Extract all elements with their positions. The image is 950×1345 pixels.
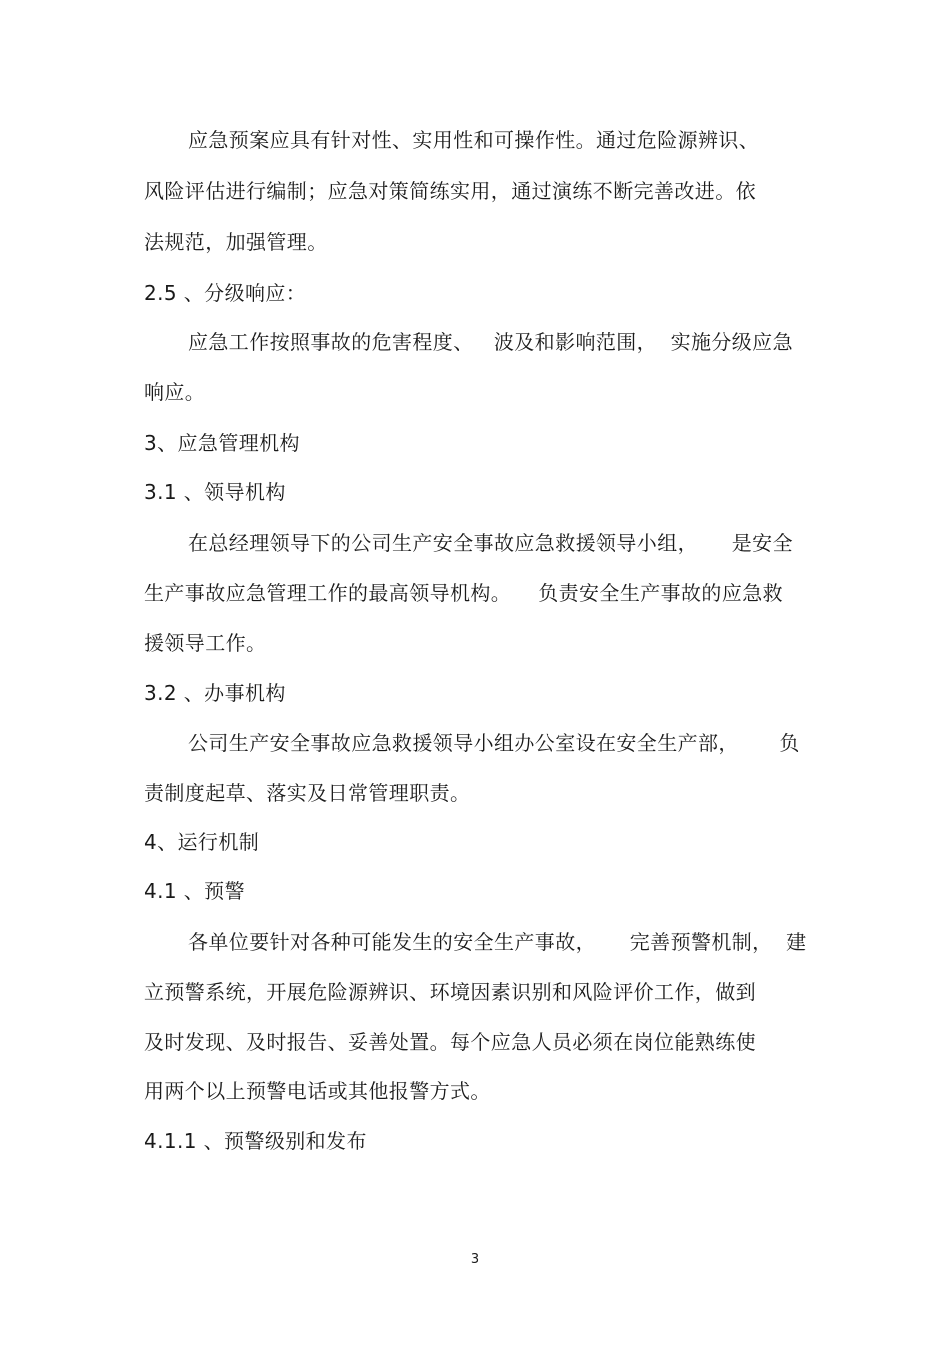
paragraph-line: 应急工作按照事故的危害程度、 波及和影响范围， 实施分级应急 (188, 330, 793, 354)
paragraph-line: 各单位要针对各种可能发生的安全生产事故， 完善预警机制， 建 (188, 930, 807, 954)
paragraph-line: 立预警系统，开展危险源辨识、环境因素识别和风险评价工作，做到 (144, 980, 756, 1004)
paragraph-line: 在总经理领导下的公司生产安全事故应急救援领导小组， 是安全 (188, 531, 793, 555)
paragraph-line: 生产事故应急管理工作的最高领导机构。 负责安全生产事故的应急救 (144, 581, 784, 605)
paragraph-line: 责制度起草、落实及日常管理职责。 (144, 781, 471, 805)
paragraph-line: 应急预案应具有针对性、实用性和可操作性。通过危险源辨识、 (188, 128, 760, 152)
section-heading: 2.5 、分级响应： (144, 281, 307, 305)
section-heading: 4.1.1 、预警级别和发布 (144, 1129, 367, 1153)
paragraph-line: 风险评估进行编制；应急对策简练实用，通过演练不断完善改进。依 (144, 179, 756, 203)
section-heading: 3.2 、办事机构 (144, 681, 286, 705)
paragraph-line: 法规范，加强管理。 (144, 230, 328, 254)
paragraph-line: 公司生产安全事故应急救援领导小组办公室设在安全生产部， 负 (188, 731, 800, 755)
section-heading: 4.1 、预警 (144, 879, 245, 903)
section-heading: 3、应急管理机构 (144, 431, 300, 455)
paragraph-line: 援领导工作。 (144, 631, 267, 655)
paragraph-line: 用两个以上预警电话或其他报警方式。 (144, 1079, 491, 1103)
paragraph-line: 响应。 (144, 380, 206, 404)
section-heading: 4、运行机制 (144, 830, 260, 854)
page-number: 3 (470, 1252, 480, 1267)
paragraph-line: 及时发现、及时报告、妥善处置。每个应急人员必须在岗位能熟练使 (144, 1030, 756, 1054)
section-heading: 3.1 、领导机构 (144, 480, 286, 504)
